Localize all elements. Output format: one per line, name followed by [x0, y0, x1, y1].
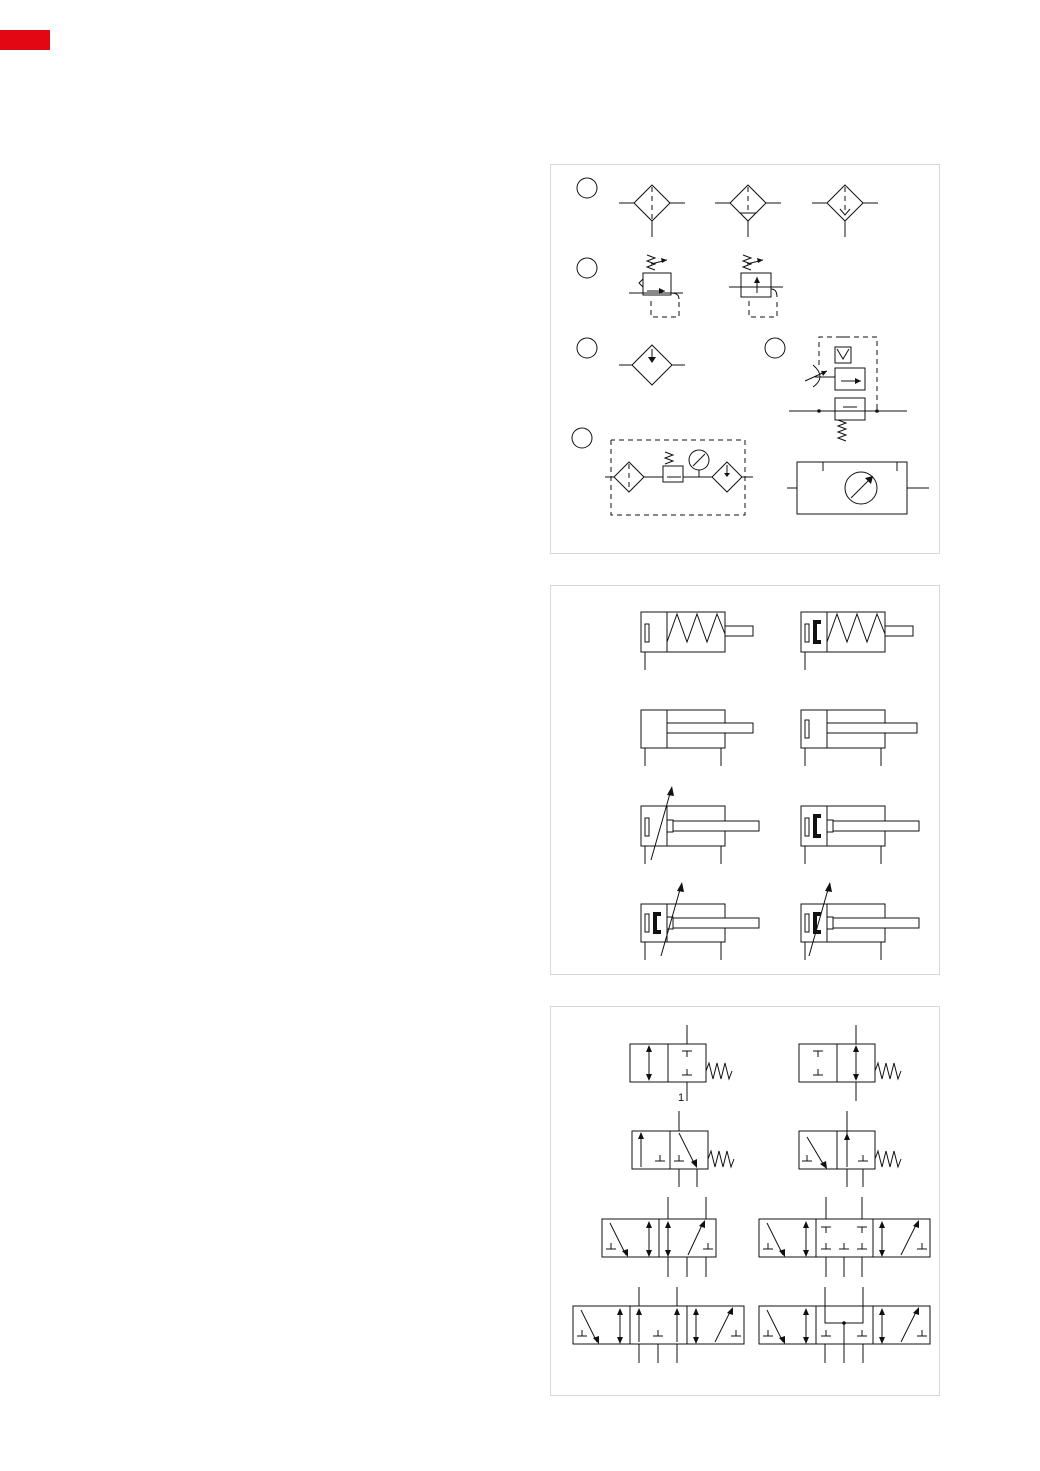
valve-3-2-no [799, 1111, 901, 1187]
filter-auto-drain-symbol [812, 185, 878, 237]
cylinder-symbols-diagram [551, 586, 941, 976]
relieving-regulator-symbol [629, 255, 683, 317]
valve-5-3-pressure [759, 1287, 930, 1363]
air-preparation-symbols-diagram [551, 165, 941, 555]
valve-2-2-nc [630, 1025, 732, 1104]
valve-2-2-no [799, 1025, 901, 1101]
valve-5-2 [602, 1197, 716, 1277]
row-marker-3 [577, 338, 597, 358]
valve-symbols-diagram [551, 1007, 941, 1397]
single-acting-spring-cylinder [641, 612, 753, 670]
row-marker-5 [572, 428, 592, 448]
double-acting-cushion-cylinder [801, 710, 917, 766]
pressure-switch-symbol [789, 337, 907, 441]
row-marker-2 [577, 258, 597, 278]
single-acting-spring-magnetic-cylinder [801, 612, 913, 670]
lubricator-symbol [619, 345, 685, 385]
frl-unit-symbol [605, 440, 753, 515]
double-acting-cylinder [641, 710, 753, 766]
double-acting-magnetic-cylinder [801, 806, 919, 864]
regulator-symbol [729, 255, 783, 317]
valve-symbols-panel [550, 1006, 940, 1396]
double-acting-adjustable-cylinder [641, 786, 759, 864]
valve-5-3-exhaust [573, 1287, 744, 1363]
adjustable-magnetic-cylinder-2 [801, 882, 919, 960]
port-label: 1 [678, 1092, 685, 1104]
air-preparation-symbols-panel [550, 164, 940, 554]
brand-tab [0, 30, 50, 50]
valve-3-2-nc [632, 1111, 734, 1187]
filter-symbol [619, 185, 685, 237]
valve-5-3-closed [759, 1197, 930, 1277]
adjustable-magnetic-cylinder [641, 882, 759, 960]
cylinder-symbols-panel [550, 585, 940, 975]
row-marker-4 [765, 338, 785, 358]
gauge-unit-symbol [787, 462, 929, 514]
filter-drain-symbol [715, 185, 781, 237]
row-marker-1 [577, 178, 597, 198]
